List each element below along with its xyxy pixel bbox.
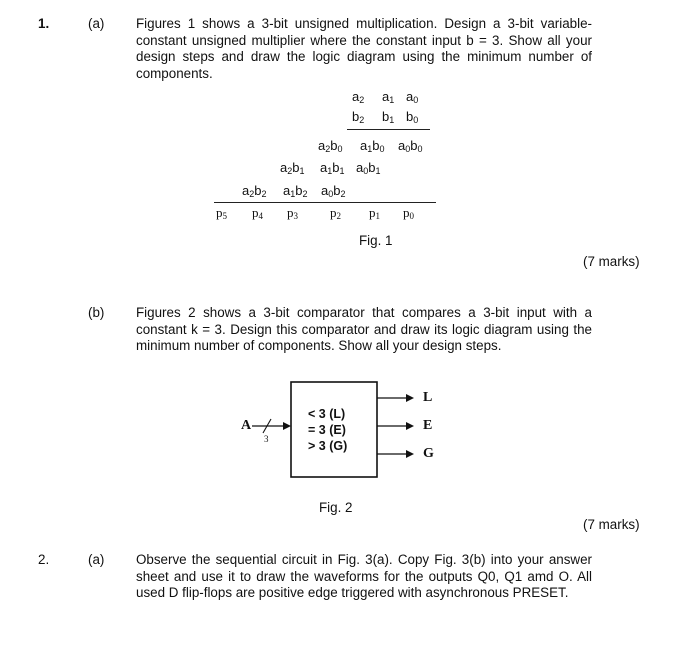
part-1a-text: Figures 1 shows a 3-bit unsigned multiplication. Design a 3-bit variable-constant unsigned multiplier where the constant input b = 3. Show all your design steps and draw the logic diagram using the minimum number of components. — [136, 16, 592, 81]
input-arrowhead — [283, 422, 291, 430]
question-2-number: 2. — [38, 552, 50, 567]
partial-product: $a_1b_2$ — [283, 183, 308, 199]
comparator-label-equal: = 3 (E) — [308, 423, 346, 437]
fig-1-caption: Fig. 1 — [359, 233, 393, 248]
partial-product: $a_2b_2$ — [242, 183, 267, 199]
output-g-arrowhead — [406, 450, 414, 458]
fig-2-caption: Fig. 2 — [319, 500, 353, 515]
question-1-number: 1. — [38, 16, 50, 31]
multiplier-bit: $b_1$ — [382, 109, 395, 125]
multiplier-bit: $b_2$ — [352, 109, 365, 125]
comparator-label-greater: > 3 (G) — [308, 439, 348, 453]
bus-width-label: 3 — [264, 434, 269, 444]
part-1a-marks: (7 marks) — [583, 254, 640, 269]
product-bit: $p_0$ — [403, 205, 414, 221]
product-bit: $p_5$ — [216, 205, 227, 221]
multiplicand-bit: $a_0$ — [406, 89, 419, 105]
product-bit: $p_2$ — [330, 205, 341, 221]
product-bit: $p_1$ — [369, 205, 380, 221]
partial-product: $a_2b_1$ — [280, 160, 305, 176]
part-1b-marks: (7 marks) — [583, 517, 640, 532]
multiplicand-bit: $a_1$ — [382, 89, 395, 105]
partial-product: $a_2b_0$ — [318, 138, 343, 154]
output-g-label: G — [423, 446, 434, 461]
partial-product: $a_0b_2$ — [321, 183, 346, 199]
input-a-label: A — [241, 418, 252, 433]
output-e-arrowhead — [406, 422, 414, 430]
output-e-label: E — [423, 418, 433, 433]
product-bit: $p_3$ — [287, 205, 298, 221]
part-1b-text: Figures 2 shows a 3-bit comparator that compares a 3-bit input with a constant k = 3. Design this comparator and draw its logic diagram using the minimum number of components. Show all your design steps. — [136, 305, 592, 354]
output-l-arrowhead — [406, 394, 414, 402]
part-1a-label: (a) — [88, 16, 105, 31]
partial-product: $a_0b_0$ — [398, 138, 423, 154]
multiplicand-bit: $a_2$ — [352, 89, 365, 105]
multiplier-bit: $b_0$ — [406, 109, 419, 125]
partial-product: $a_0b_1$ — [356, 160, 381, 176]
part-2a-text: Observe the sequential circuit in Fig. 3(a). Copy Fig. 3(b) into your answer sheet and use it to draw the waveforms for the outputs Q0, Q1 amd O. All used D flip-flops are positive edge triggered with asynchronous PRESET. — [136, 552, 592, 601]
partial-product: $a_1b_1$ — [320, 160, 345, 176]
partial-product: $a_1b_0$ — [360, 138, 385, 154]
comparator-label-less: < 3 (L) — [308, 407, 346, 421]
part-1b-label: (b) — [88, 305, 105, 320]
output-l-label: L — [423, 390, 433, 405]
product-bit: $p_4$ — [252, 205, 263, 221]
part-2a-label: (a) — [88, 552, 105, 567]
